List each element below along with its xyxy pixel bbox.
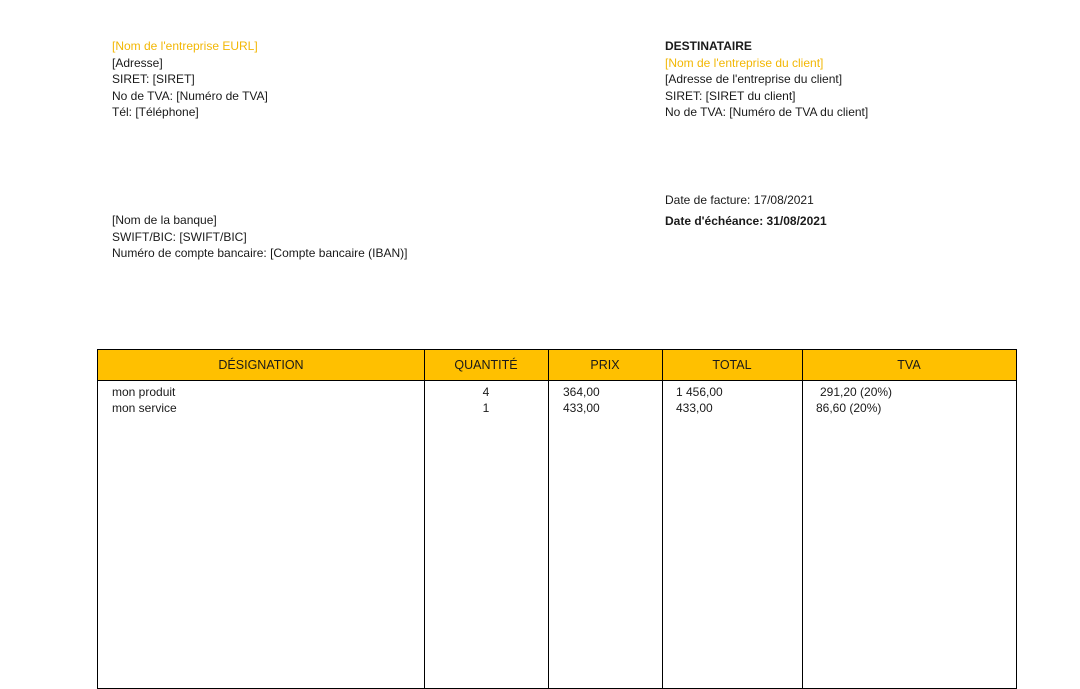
- invoice-date: Date de facture: 17/08/2021: [665, 193, 814, 207]
- header-total: TOTAL: [712, 358, 752, 372]
- row-2-total: 433,00: [676, 401, 713, 415]
- row-2-designation: mon service: [112, 401, 177, 415]
- bank-swift: SWIFT/BIC: [SWIFT/BIC]: [112, 229, 247, 244]
- row-1-vat: 291,20 (20%): [820, 385, 893, 399]
- header-quantity: QUANTITÉ: [454, 358, 518, 372]
- recipient-siret: SIRET: [SIRET du client]: [665, 88, 796, 103]
- table-header: [98, 350, 1016, 381]
- column-divider: [548, 350, 549, 688]
- due-date: Date d'échéance: 31/08/2021: [665, 213, 827, 228]
- column-divider: [662, 350, 663, 688]
- sender-info: [112, 38, 268, 121]
- row-1-quantity: 4: [482, 385, 490, 399]
- bank-info: [112, 212, 407, 262]
- bank-name: [Nom de la banque]: [112, 213, 217, 227]
- sender-company-name: [Nom de l'entreprise EURL]: [112, 39, 258, 53]
- recipient-info: [665, 38, 868, 121]
- row-2-price: 433,00: [563, 401, 600, 415]
- row-1-total: 1 456,00: [676, 385, 723, 399]
- header-designation: DÉSIGNATION: [218, 358, 304, 372]
- sender-phone: Tél: [Téléphone]: [112, 105, 199, 119]
- sender-address: [Adresse]: [112, 55, 163, 70]
- row-1-price: 364,00: [563, 385, 600, 399]
- row-1-designation: mon produit: [112, 385, 176, 399]
- header-price: PRIX: [590, 358, 620, 372]
- bank-account: Numéro de compte bancaire: [Compte bancaire (IBAN)]: [112, 246, 408, 260]
- recipient-address: [Adresse de l'entreprise du client]: [665, 72, 843, 86]
- recipient-vat-number: No de TVA: [Numéro de TVA du client]: [665, 105, 869, 119]
- column-divider: [802, 350, 803, 688]
- sender-vat-number: No de TVA: [Numéro de TVA]: [112, 88, 268, 103]
- row-2-vat: 86,60 (20%): [816, 401, 882, 415]
- sender-siret: SIRET: [SIRET]: [112, 72, 195, 86]
- row-2-quantity: 1: [482, 401, 490, 415]
- invoice-table: [97, 349, 1017, 689]
- recipient-company-name: [Nom de l'entreprise du client]: [665, 55, 824, 70]
- header-vat: TVA: [897, 358, 921, 372]
- recipient-heading: DESTINATAIRE: [665, 39, 752, 53]
- invoice-dates: [665, 192, 827, 233]
